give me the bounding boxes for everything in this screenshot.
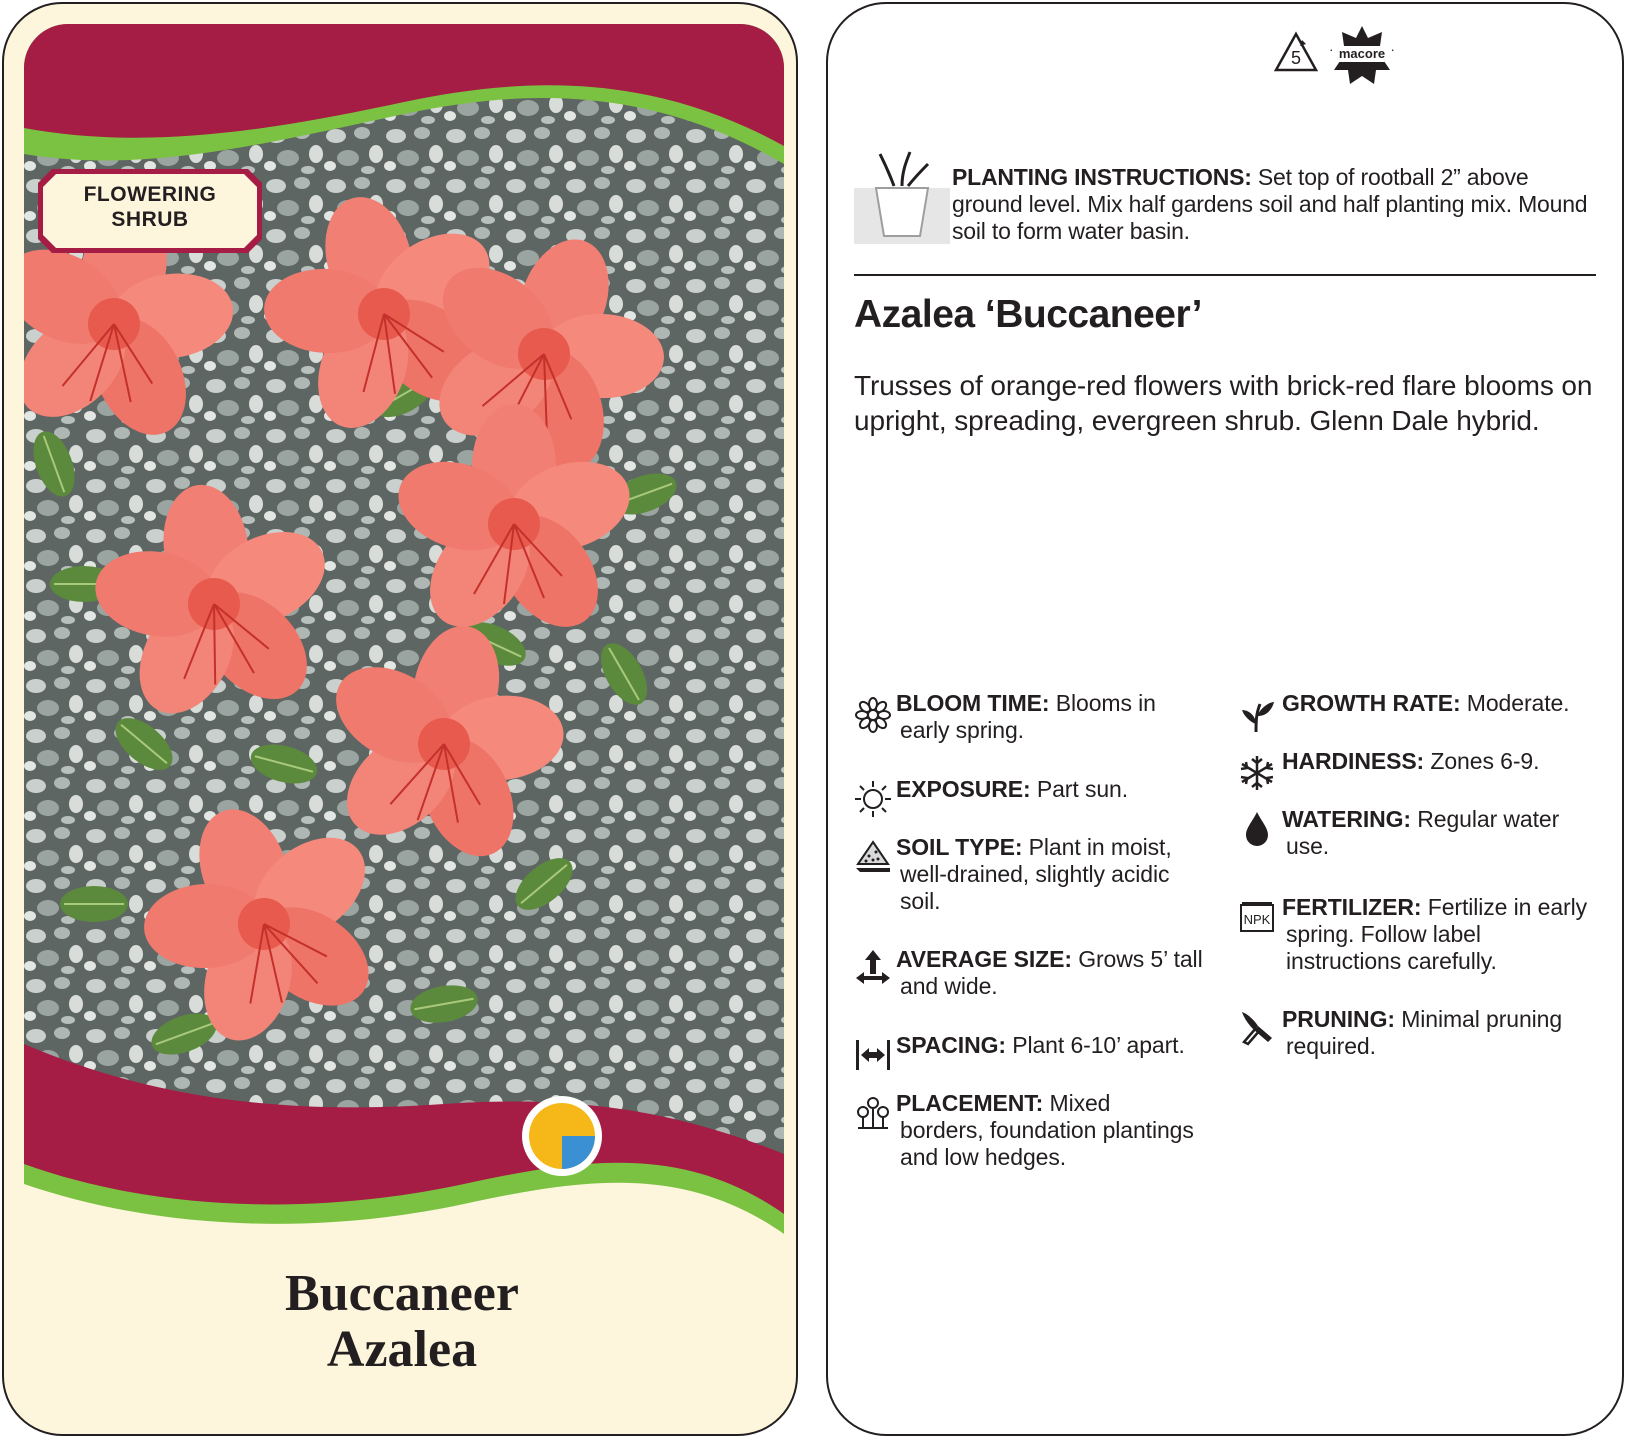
recycle-5-icon <box>1272 30 1320 78</box>
snowflake-icon <box>1238 754 1276 792</box>
botanical-title: Azalea ‘Buccaneer’ <box>854 293 1202 336</box>
size-icon <box>854 948 892 986</box>
common-name <box>4 1266 798 1378</box>
flower-icon <box>854 696 892 734</box>
attr-bloom-time <box>896 690 1216 744</box>
attr-value: Zones 6-9. <box>1424 748 1540 774</box>
attr-label: PRUNING: <box>1282 1006 1395 1032</box>
attr-spacing <box>896 1032 1216 1059</box>
attr-value-cont: use. <box>1286 833 1330 859</box>
attr-label: SOIL TYPE: <box>896 834 1023 860</box>
attr-value: Grows 5’ tall <box>1071 946 1203 972</box>
attr-fertilizer <box>1282 894 1602 975</box>
attr-label: EXPOSURE: <box>896 776 1031 802</box>
plant-description: Trusses of orange-red flowers with brick-red flare blooms on upright, spreading, evergreen shrub. Glenn Dale hybrid. <box>854 370 1593 436</box>
attr-average-size <box>896 946 1216 1000</box>
npk-icon <box>1238 896 1276 934</box>
attr-pruning <box>1282 1006 1602 1060</box>
pot-planting-icon <box>854 148 950 244</box>
soil-icon <box>854 838 892 876</box>
attr-label: FERTILIZER: <box>1282 894 1422 920</box>
common-name-line2: Azalea <box>326 1321 478 1378</box>
planting-instructions <box>952 164 1592 245</box>
water-drop-icon <box>1238 810 1276 848</box>
part-sun-icon <box>520 1094 604 1178</box>
category-badge <box>38 182 262 232</box>
attr-value: Plant in moist, <box>1022 834 1172 860</box>
section-divider <box>854 274 1596 276</box>
attr-label: GROWTH RATE: <box>1282 690 1461 716</box>
attr-label: HARDINESS: <box>1282 748 1425 774</box>
attr-value: Regular water <box>1411 806 1560 832</box>
attr-label: AVERAGE SIZE: <box>896 946 1072 972</box>
attr-label: BLOOM TIME: <box>896 690 1050 716</box>
planting-label: PLANTING INSTRUCTIONS: <box>952 164 1252 190</box>
recycle-number: 5 <box>1290 48 1302 68</box>
common-name-line1: Buccaneer <box>285 1265 519 1322</box>
attr-value: Fertilize in early <box>1421 894 1587 920</box>
attr-value: Mixed <box>1043 1090 1111 1116</box>
attr-value: Minimal pruning <box>1394 1006 1563 1032</box>
attr-value-cont: well-drained, slightly acidic soil. <box>900 861 1170 914</box>
attr-value-cont: borders, foundation plantings and low hedges. <box>900 1117 1194 1170</box>
badge-line1: FLOWERING <box>83 183 217 206</box>
attr-watering <box>1282 806 1602 860</box>
attr-value: Blooms in <box>1049 690 1156 716</box>
attr-value-cont: early spring. <box>900 717 1024 743</box>
attr-growth-rate <box>1282 690 1602 717</box>
growth-icon <box>1238 696 1276 734</box>
plant-tag-front <box>2 2 798 1436</box>
npk-label: NPK <box>1243 912 1271 927</box>
pruner-icon <box>1238 1008 1276 1046</box>
attr-hardiness <box>1282 748 1602 775</box>
attr-value-cont: and wide. <box>900 973 998 999</box>
macore-brand: macore <box>1338 46 1386 61</box>
attr-label: SPACING: <box>896 1032 1006 1058</box>
attr-exposure <box>896 776 1216 803</box>
placement-icon <box>854 1094 892 1132</box>
planting-text: Set top of rootball 2” above ground level. Mix half gardens soil and half planting mix. Mound soil to form water basin. <box>952 164 1588 244</box>
badge-line2: SHRUB <box>111 208 189 231</box>
attr-value: Plant 6-10’ apart. <box>1005 1032 1185 1058</box>
attr-value: Part sun. <box>1030 776 1129 802</box>
attr-label: WATERING: <box>1282 806 1411 832</box>
spacing-icon <box>854 1036 892 1074</box>
attr-label: PLACEMENT: <box>896 1090 1044 1116</box>
sun-icon <box>854 780 892 818</box>
attr-value: Moderate. <box>1460 690 1570 716</box>
attr-soil-type <box>896 834 1216 915</box>
attr-value-cont: required. <box>1286 1033 1376 1059</box>
attr-value-cont: spring. Follow label instructions carefully. <box>1286 921 1497 974</box>
attr-placement <box>896 1090 1226 1171</box>
